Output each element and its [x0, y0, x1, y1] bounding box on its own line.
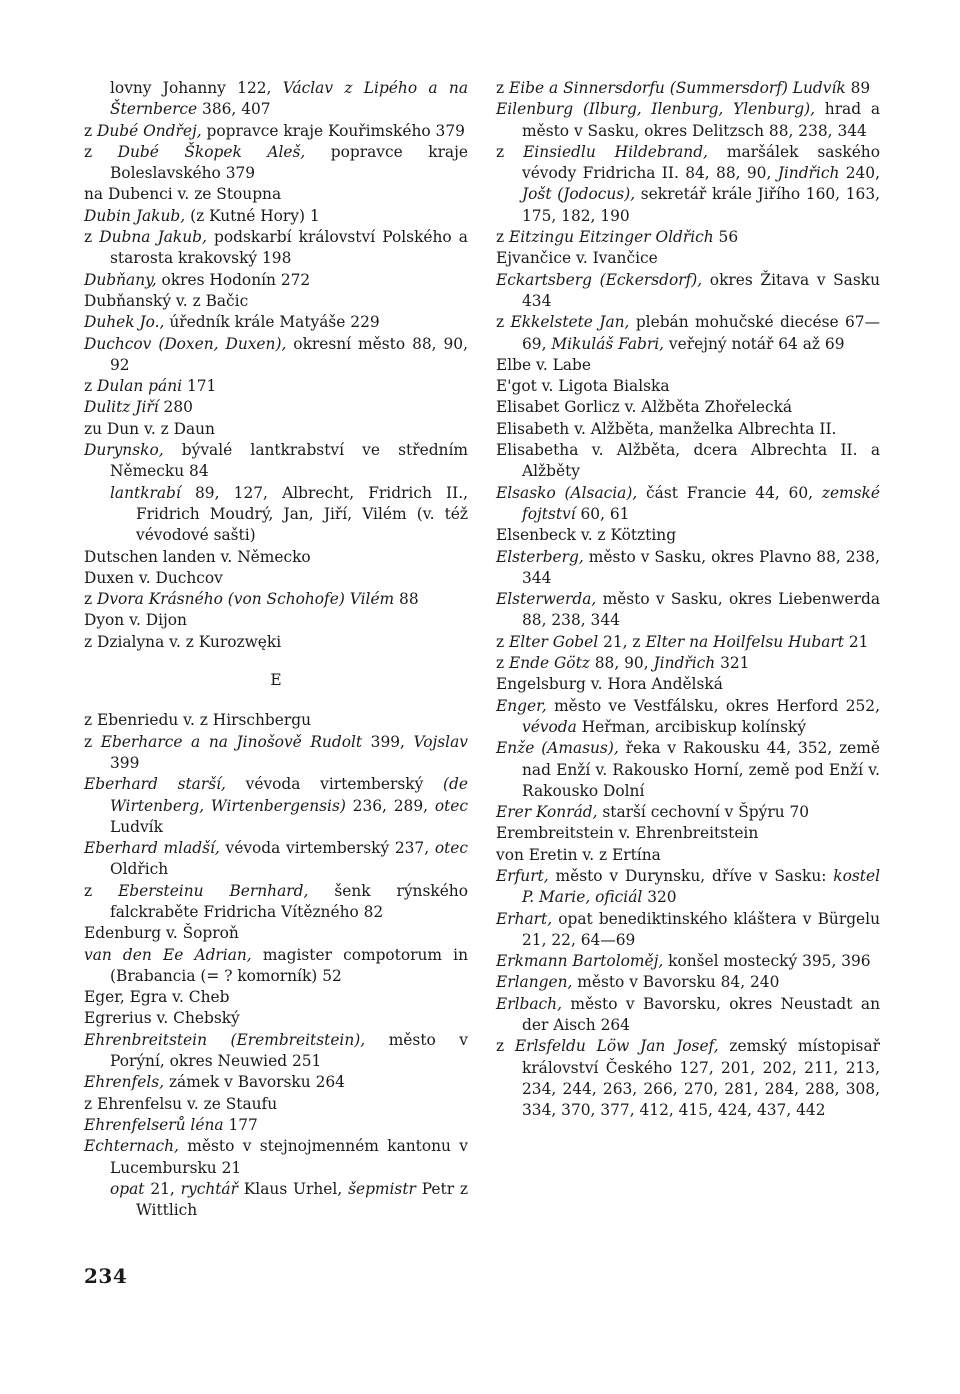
index-entry: z Eitzingu Eitzinger Oldřich 56	[496, 228, 739, 247]
index-entry: Elbe v. Labe	[496, 355, 592, 374]
index-entry: na Dubenci v. ze Stoupna	[84, 185, 282, 204]
index-entry: Eckartsberg (Eckersdorf), okres Žitava v Sasku 434	[496, 270, 880, 310]
index-entry: Dubňany, okres Hodonín 272	[84, 270, 311, 289]
index-entry: Durynsko, bývalé lantkrabství ve středním Německu 84	[84, 441, 468, 481]
index-entry: Elisabet Gorlicz v. Alžběta Zhořelecká	[496, 398, 793, 417]
index-entry: z Elter Gobel 21, z Elter na Hoilfelsu Hubart 21	[496, 632, 869, 651]
index-entry: Eger, Egra v. Cheb	[84, 988, 230, 1007]
left-entries-d	[84, 78, 468, 653]
index-entry: Elsterberg, město v Sasku, okres Plavno 88, 238, 344	[496, 547, 880, 587]
index-entry: Dulitz Jiří 280	[84, 398, 193, 417]
index-entry: Dubňanský v. z Bačic	[84, 291, 249, 310]
index-entry: Edenburg v. Šoproň	[84, 924, 239, 943]
index-entry: z Erlsfeldu Löw Jan Josef, zemský místopisař království Českého 127, 201, 202, 211, 213, 234, 244, 263, 266, 270, 281, 284, 288, 308, 334, 370, 377, 412, 415, 424, 437, 442	[496, 1037, 880, 1120]
index-entry: z Eibe a Sinnersdorfu (Summersdorf) Ludvík 89	[496, 79, 871, 97]
index-entry: Erembreitstein v. Ehrenbreitstein	[496, 824, 759, 843]
index-entry: opat 21, rychtář Klaus Urhel, šepmistr Petr z Wittlich	[110, 1179, 468, 1220]
index-entry: Duxen v. Duchcov	[84, 568, 223, 587]
left-entries-e	[84, 710, 468, 1221]
index-entry: Enže (Amasus), řeka v Rakousku 44, 352, země nad Enží v. Rakousko Horní, země pod Enží v. Rakousko Dolní	[496, 739, 880, 800]
index-entry: Erer Konrád, starší cechovní v Špýru 70	[496, 803, 810, 822]
index-entry: z Dubna Jakub, podskarbí království Polského a starosta krakovský 198	[84, 228, 468, 268]
index-entry: Erlangen, město v Bavorsku 84, 240	[496, 973, 780, 992]
index-entry: z Ende Götz 88, 90, Jindřich 321	[496, 654, 750, 673]
index-entry: Enger, město ve Vestfálsku, okres Herford 252, vévoda Heřman, arcibiskup kolínský	[496, 696, 880, 736]
index-entry: Echternach, město v stejnojmenném kantonu v Lucembursku 21	[84, 1137, 468, 1177]
index-entry: Elsenbeck v. z Kötzting	[496, 526, 677, 545]
index-entry: Engelsburg v. Hora Andělská	[496, 675, 723, 694]
index-entry: Erfurt, město v Durynsku, dříve v Sasku: kostel P. Marie, oficiál 320	[496, 866, 880, 907]
index-entry: lantkrabí 89, 127, Albrecht, Fridrich II., Fridrich Moudrý, Jan, Jiří, Vilém (v. též vévodové sašti)	[110, 483, 468, 545]
index-entry: Duchcov (Doxen, Duxen), okresní město 88, 90, 92	[84, 334, 468, 374]
index-entry: Dutschen landen v. Německo	[84, 547, 311, 566]
index-entry: Eilenburg (Ilburg, Ilenburg, Ylenburg), hrad a město v Sasku, okres Delitzsch 88, 238, 344	[496, 100, 881, 140]
index-entry: z Ebenriedu v. z Hirschbergu	[84, 711, 312, 730]
index-entry: Ehrenbreitstein (Erembreitstein), město v Porýní, okres Neuwied 251	[84, 1030, 469, 1071]
index-entry: zu Dun v. z Daun	[84, 419, 215, 438]
index-entry: Dubin Jakub, (z Kutné Hory) 1	[84, 206, 320, 225]
index-entry: Erlbach, město v Bavorsku, okres Neustadt an der Aisch 264	[496, 994, 880, 1035]
index-entry: z Dubé Ondřej, popravce kraje Kouřimského 379	[84, 121, 465, 140]
index-entry: Elisabetha v. Alžběta, dcera Albrechta II. a Alžběty	[496, 441, 880, 481]
index-entry: z Ehrenfelsu v. ze Staufu	[84, 1094, 278, 1113]
index-entry: lovny Johanny 122, Václav z Lipého a na Šternberce 386, 407	[110, 79, 468, 119]
index-entry: z Eberharce a na Jinošově Rudolt 399, Vojslav 399	[84, 732, 468, 772]
index-entry: z Ekkelstete Jan, plebán mohučské diecése 67—69, Mikuláš Fabri, veřejný notář 64 až 69	[496, 313, 880, 353]
index-entry: Elisabeth v. Alžběta, manželka Albrechta II.	[496, 419, 837, 438]
right-column	[496, 78, 880, 1122]
index-entry: Eberhard starší, vévoda virtemberský (de Wirtenberg, Wirtenbergensis) 236, 289, otec Ludvík	[84, 775, 469, 836]
index-entry: Ehrenfels, zámek v Bavorsku 264	[84, 1073, 345, 1092]
left-column	[84, 78, 468, 1221]
index-entry: z Dzialyna v. z Kurozwęki	[84, 632, 282, 651]
index-entry: Ejvančice v. Ivančice	[496, 249, 658, 268]
section-heading-e: E	[270, 671, 282, 690]
index-entry: z Einsiedlu Hildebrand, maršálek saského vévody Fridricha II. 84, 88, 90, Jindřich 240, Jošt (Jodocus), sekretář krále Jiřího 160, 163, 175, 182, 190	[496, 142, 881, 225]
page-number: 234	[84, 1264, 128, 1288]
index-entry: Ehrenfelserů léna 177	[84, 1115, 258, 1134]
index-entry: von Eretin v. z Ertína	[496, 845, 661, 864]
index-entry: E'got v. Ligota Bialska	[496, 377, 670, 396]
index-entry: Elsasko (Alsacia), část Francie 44, 60, zemské fojtství 60, 61	[496, 483, 880, 523]
index-entry: van den Ee Adrian, magister compotorum in (Brabancia (= ? komorník) 52	[84, 945, 468, 985]
index-entry: z Dulan páni 171	[84, 377, 217, 396]
index-entry: z Dvora Krásného (von Schohofe) Vilém 88	[84, 590, 419, 609]
right-entries	[496, 78, 880, 1122]
index-entry: Dyon v. Dijon	[84, 611, 187, 630]
index-entry: Elsterwerda, město v Sasku, okres Liebenwerda 88, 238, 344	[496, 590, 880, 630]
index-entry: z Dubé Škopek Aleš, popravce kraje Boleslavského 379	[84, 142, 468, 183]
index-entry: Duhek Jo., úředník krále Matyáše 229	[84, 313, 380, 332]
index-entry: Egrerius v. Chebský	[84, 1009, 240, 1028]
index-entry: Erhart, opat benediktinského kláštera v Bürgelu 21, 22, 64—69	[496, 909, 880, 949]
index-entry: Eberhard mladší, vévoda virtemberský 237, otec Oldřich	[84, 839, 469, 879]
index-entry: Erkmann Bartoloměj, konšel mostecký 395, 396	[496, 952, 871, 971]
index-entry: z Ebersteinu Bernhard, šenk rýnského falckraběte Fridricha Vítězného 82	[84, 881, 468, 921]
